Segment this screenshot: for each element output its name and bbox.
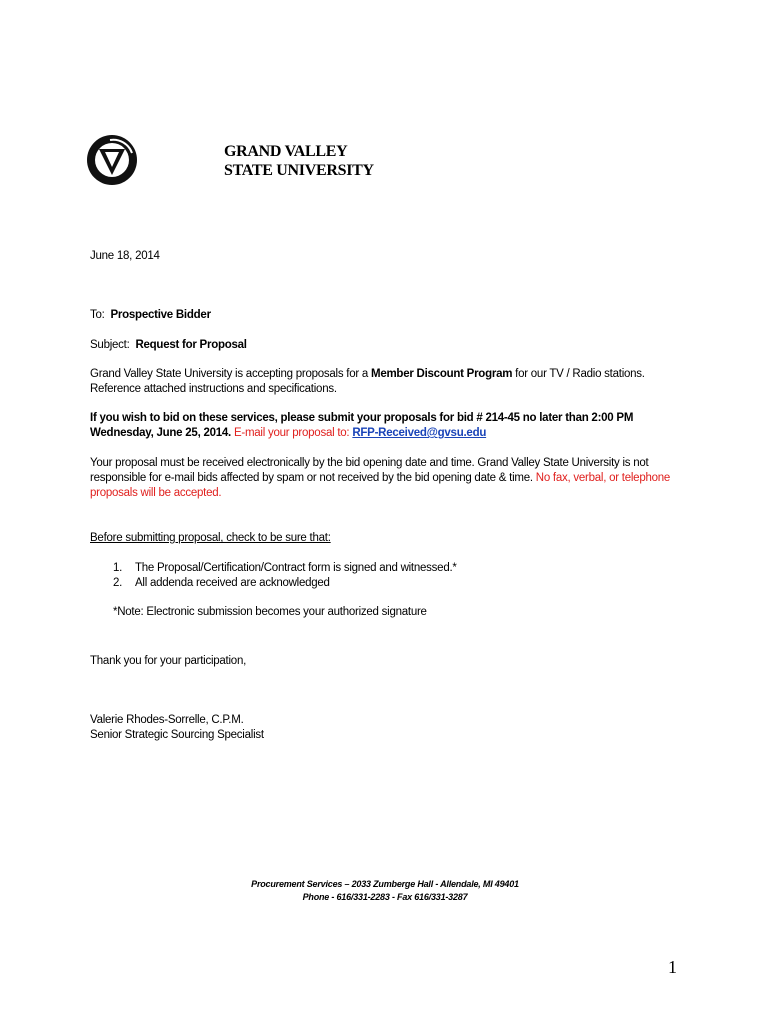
university-logo bbox=[86, 131, 374, 189]
program-name: Member Discount Program bbox=[370, 368, 513, 380]
checklist-item-number: 1. bbox=[113, 562, 123, 574]
logo-line-1: GRAND VALLEY bbox=[224, 143, 348, 160]
closing-line: Thank you for your participation, bbox=[90, 655, 247, 667]
checklist-heading: Before submitting proposal, check to be sure that: bbox=[90, 532, 331, 544]
electronic-notice bbox=[90, 456, 680, 501]
subject-label: Subject: bbox=[90, 339, 130, 351]
checklist-item bbox=[113, 576, 713, 591]
logo-line-2: STATE UNIVERSITY bbox=[224, 162, 374, 179]
university-seal-icon bbox=[86, 131, 138, 189]
electronic-notice-text: Your proposal must be received electronically by the bid opening date and time. Grand Valley State University is not responsible for e-mail bids affected by spam or not received by the bid opening date & time. bbox=[90, 457, 649, 484]
intro-text-2: for our TV / Radio stations. Reference attached instructions and specifications. bbox=[90, 368, 645, 395]
no-fax-warning: No fax, verbal, or telephone proposals will be accepted. bbox=[90, 472, 671, 499]
signer-title: Senior Strategic Sourcing Specialist bbox=[90, 729, 264, 741]
bid-deadline: If you wish to bid on these services, please submit your proposals for bid # 214-45 no later than 2:00 PM Wednesday, June 25, 2014. bbox=[90, 412, 634, 439]
footer-address: Procurement Services – 2033 Zumberge Hall - Allendale, MI 49401 bbox=[251, 879, 519, 889]
page-number: 1 bbox=[668, 957, 677, 977]
checklist-item-text: All addenda received are acknowledged bbox=[135, 577, 330, 589]
to-label: To: bbox=[90, 309, 105, 321]
subject-value: Request for Proposal bbox=[135, 339, 247, 351]
checklist-item bbox=[113, 561, 713, 576]
bid-notice bbox=[90, 411, 675, 441]
to-line bbox=[90, 308, 690, 323]
signer-name: Valerie Rhodes-Sorrelle, C.P.M. bbox=[90, 714, 244, 726]
to-value: Prospective Bidder bbox=[110, 309, 211, 321]
signature-note: *Note: Electronic submission becomes your authorized signature bbox=[113, 606, 427, 618]
email-link[interactable]: RFP-Received@gvsu.edu bbox=[352, 427, 487, 439]
checklist-item-number: 2. bbox=[113, 577, 123, 589]
checklist-item-text: The Proposal/Certification/Contract form is signed and witnessed.* bbox=[135, 562, 457, 574]
footer-phone: Phone - 616/331-2283 - Fax 616/331-3287 bbox=[302, 892, 468, 902]
subject-line bbox=[90, 338, 690, 353]
email-label: E-mail your proposal to: bbox=[233, 427, 350, 439]
intro-text-1: Grand Valley State University is accepting proposals for a bbox=[90, 368, 371, 380]
intro-paragraph bbox=[90, 367, 675, 397]
letter-date: June 18, 2014 bbox=[90, 250, 160, 262]
